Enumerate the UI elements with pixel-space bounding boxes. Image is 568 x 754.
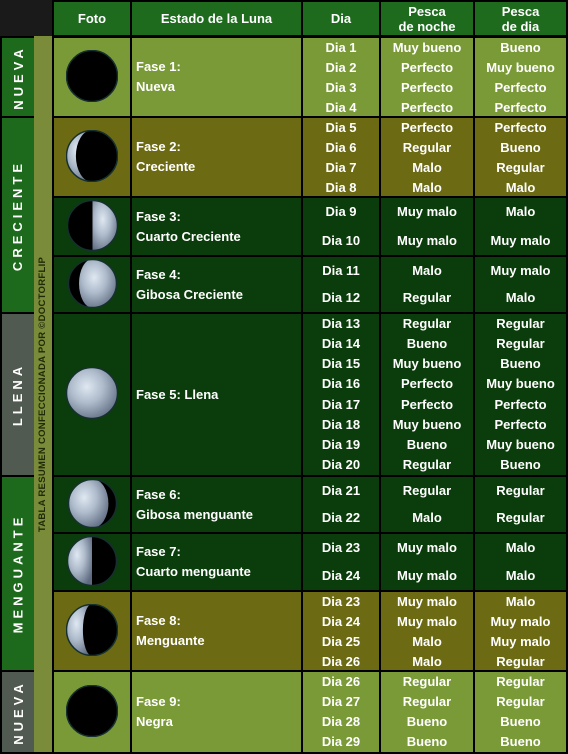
day-rating: Malo (505, 594, 536, 609)
night-rating: Regular (402, 140, 452, 155)
day-cell: Dia 24 (321, 568, 361, 583)
night-rating: Muy malo (397, 232, 457, 248)
day-cell: Dia 7 (325, 160, 357, 175)
side-label-nueva-top: NUEVA (2, 38, 34, 116)
day-rating: Regular (496, 482, 545, 498)
day-cell: Dia 19 (321, 436, 361, 452)
night-rating: Malo (412, 262, 442, 278)
header-estado: Estado de la Luna (132, 2, 301, 35)
day-cell: Dia 8 (325, 180, 357, 195)
moon-icon (66, 685, 118, 740)
day-cell: Dia 5 (325, 120, 357, 135)
day-rating: Bueno (500, 456, 541, 472)
phase-photo-cell (54, 477, 130, 532)
phase-photo-cell (54, 672, 130, 752)
day-cell: Dia 20 (321, 456, 361, 472)
day-rating: Regular (496, 694, 545, 709)
moon-icon (66, 130, 118, 185)
phase-label: Fase 4: Gibosa Creciente (132, 257, 301, 312)
day-cell: Dia 23 (321, 594, 361, 609)
phase-night-fishing (381, 672, 473, 752)
night-rating: Regular (402, 482, 452, 498)
day-cell: Dia 12 (321, 290, 361, 306)
phase-night-fishing (381, 38, 473, 116)
day-rating: Perfecto (494, 120, 547, 135)
phase-label: Fase 9: Negra (132, 672, 301, 752)
phase-label: Fase 6: Gibosa menguante (132, 477, 301, 532)
phase-label: Fase 2: Creciente (132, 118, 301, 196)
day-rating: Regular (496, 336, 545, 352)
moon-icon (66, 604, 118, 659)
day-cell: Dia 21 (321, 482, 361, 498)
phase-night-fishing (381, 477, 473, 532)
phase-day-fishing (475, 534, 566, 590)
phase-label: Fase 8: Menguante (132, 592, 301, 670)
phase-night-fishing (381, 118, 473, 196)
phase-days (303, 198, 379, 255)
phase-night-fishing (381, 592, 473, 670)
night-rating: Muy malo (397, 204, 457, 220)
night-rating: Muy bueno (392, 356, 462, 372)
day-rating: Perfecto (494, 100, 547, 115)
day-rating: Muy malo (490, 262, 551, 278)
night-rating: Perfecto (400, 80, 454, 95)
day-rating: Muy malo (490, 634, 551, 649)
night-rating: Malo (412, 180, 442, 195)
day-cell: Dia 4 (325, 100, 357, 115)
day-cell: Dia 25 (321, 634, 361, 649)
day-cell: Dia 11 (322, 262, 360, 278)
phase-days (303, 477, 379, 532)
header-pesca-dia: Pesca de dia (475, 2, 566, 35)
phase-days (303, 118, 379, 196)
day-cell: Dia 15 (321, 356, 361, 372)
night-rating: Regular (402, 316, 452, 332)
phase-photo-cell (54, 257, 130, 312)
phase-night-fishing (381, 257, 473, 312)
moon-icon (67, 536, 117, 589)
moon-icon (66, 367, 118, 422)
day-rating: Bueno (500, 356, 541, 372)
night-rating: Regular (402, 694, 452, 709)
day-cell: Dia 10 (321, 232, 361, 248)
side-label-llena: LLENA (2, 314, 34, 475)
header-dia: Dia (303, 2, 379, 35)
day-cell: Dia 6 (325, 140, 357, 155)
day-rating: Bueno (500, 140, 541, 155)
day-cell: Dia 26 (321, 674, 361, 689)
night-rating: Muy bueno (392, 40, 462, 55)
day-rating: Muy bueno (486, 60, 555, 75)
day-rating: Regular (496, 654, 545, 669)
day-cell: Dia 18 (321, 416, 361, 432)
day-cell: Dia 9 (325, 204, 357, 220)
phase-days (303, 38, 379, 116)
day-cell: Dia 2 (325, 60, 357, 75)
day-cell: Dia 23 (321, 540, 361, 555)
phase-day-fishing (475, 477, 566, 532)
night-rating: Bueno (406, 734, 448, 749)
day-rating: Perfecto (494, 80, 547, 95)
side-label-menguante: MENGUANTE (2, 477, 34, 670)
phase-day-fishing (475, 672, 566, 752)
phase-label: Fase 5: Llena (132, 314, 301, 475)
day-rating: Perfecto (494, 416, 547, 432)
night-rating: Malo (412, 654, 442, 669)
night-rating: Muy malo (397, 594, 457, 609)
day-cell: Dia 28 (321, 714, 361, 729)
day-rating: Bueno (500, 40, 541, 55)
phase-day-fishing (475, 257, 566, 312)
night-rating: Regular (402, 456, 452, 472)
phase-photo-cell (54, 314, 130, 475)
phase-night-fishing (381, 314, 473, 475)
day-cell: Dia 16 (321, 376, 361, 392)
moon-icon (66, 50, 118, 105)
night-rating: Perfecto (400, 100, 454, 115)
night-rating: Regular (402, 674, 452, 689)
phase-day-fishing (475, 198, 566, 255)
day-cell: Dia 1 (325, 40, 357, 55)
day-rating: Malo (505, 180, 536, 195)
day-rating: Muy bueno (486, 436, 555, 452)
day-rating: Regular (496, 316, 545, 332)
phase-label: Fase 7: Cuarto menguante (132, 534, 301, 590)
phase-day-fishing (475, 592, 566, 670)
credit-text: TABLA RESUMEN CONFECCIONADA POR ©DOCTORFLIP (37, 256, 49, 532)
moon-icon (68, 479, 117, 531)
day-rating: Muy bueno (486, 376, 555, 392)
day-cell: Dia 14 (321, 336, 361, 352)
night-rating: Muy malo (397, 540, 457, 555)
night-rating: Muy malo (397, 614, 457, 629)
side-label-nueva-bottom: NUEVA (2, 672, 34, 752)
phase-day-fishing (475, 38, 566, 116)
day-cell: Dia 27 (321, 694, 361, 709)
table-corner (0, 0, 52, 36)
day-rating: Regular (496, 510, 545, 526)
day-cell: Dia 17 (321, 396, 361, 412)
moon-icon (67, 200, 118, 254)
phase-days (303, 672, 379, 752)
phase-days (303, 592, 379, 670)
phase-photo-cell (54, 118, 130, 196)
phase-label: Fase 3: Cuarto Creciente (132, 198, 301, 255)
phase-night-fishing (381, 534, 473, 590)
night-rating: Bueno (406, 436, 448, 452)
phase-day-fishing (475, 118, 566, 196)
day-rating: Malo (505, 568, 536, 583)
phase-photo-cell (54, 592, 130, 670)
day-rating: Malo (505, 540, 536, 555)
header-pesca-noche: Pesca de noche (381, 2, 473, 35)
night-rating: Perfecto (400, 396, 454, 412)
side-label-creciente: CRECIENTE (2, 118, 34, 312)
night-rating: Perfecto (400, 60, 454, 75)
night-rating: Perfecto (400, 376, 454, 392)
day-rating: Regular (496, 674, 545, 689)
night-rating: Malo (412, 160, 442, 175)
phase-days (303, 314, 379, 475)
day-cell: Dia 26 (321, 654, 361, 669)
phase-days (303, 534, 379, 590)
day-rating: Bueno (500, 734, 541, 749)
phase-photo-cell (54, 198, 130, 255)
moon-icon (68, 259, 117, 311)
night-rating: Bueno (406, 336, 448, 352)
phase-day-fishing (475, 314, 566, 475)
day-cell: Dia 24 (321, 614, 361, 629)
day-rating: Perfecto (494, 396, 547, 412)
phase-label: Fase 1: Nueva (132, 38, 301, 116)
phase-photo-cell (54, 38, 130, 116)
night-rating: Malo (412, 634, 442, 649)
credit-strip (34, 36, 52, 752)
night-rating: Muy bueno (392, 416, 462, 432)
night-rating: Regular (402, 290, 452, 306)
phase-photo-cell (54, 534, 130, 590)
night-rating: Bueno (406, 714, 448, 729)
day-cell: Dia 22 (321, 510, 361, 526)
phase-night-fishing (381, 198, 473, 255)
day-rating: Regular (496, 160, 545, 175)
header-foto: Foto (54, 2, 130, 35)
day-rating: Muy malo (490, 232, 551, 248)
day-cell: Dia 3 (325, 80, 357, 95)
phase-days (303, 257, 379, 312)
day-rating: Muy malo (490, 614, 551, 629)
day-rating: Bueno (500, 714, 541, 729)
night-rating: Muy malo (397, 568, 457, 583)
day-rating: Malo (505, 290, 536, 306)
night-rating: Perfecto (400, 120, 454, 135)
day-rating: Malo (505, 204, 536, 220)
day-cell: Dia 29 (321, 734, 361, 749)
day-cell: Dia 13 (321, 316, 361, 332)
night-rating: Malo (412, 510, 442, 526)
